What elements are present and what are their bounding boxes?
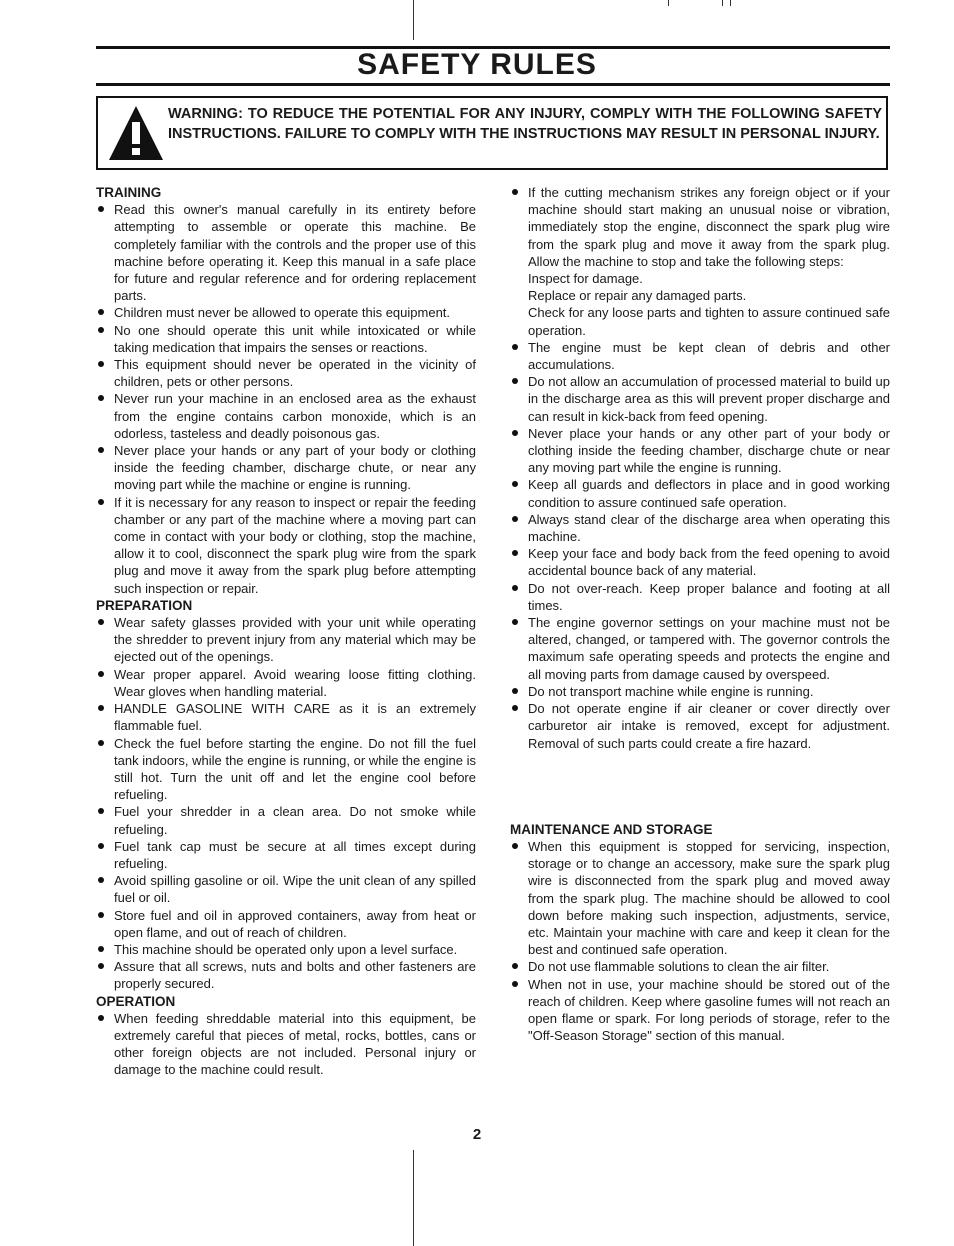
page-title: SAFETY RULES	[357, 48, 597, 81]
warning-text: WARNING: TO REDUCE THE POTENTIAL FOR ANY INJURY, COMPLY WITH THE FOLLOWING SAFETY INSTRUCTIONS. FAILURE TO COMPLY WITH THE INSTRUCTIONS MAY RESULT IN PERSONAL INJURY.	[168, 106, 882, 142]
list-item: This equipment should never be operated in the vicinity of children, pets or other persons.	[96, 356, 476, 390]
warning-triangle-icon	[108, 104, 164, 162]
list-item: Keep all guards and deflectors in place and in good working condition to assure continued safe operation.	[510, 476, 890, 510]
scan-mark	[413, 1150, 414, 1246]
list-item: Always stand clear of the discharge area when operating this machine.	[510, 511, 890, 545]
warning-box	[96, 96, 888, 170]
section-title-training: TRAINING	[96, 185, 162, 200]
list-item: Do not use flammable solutions to clean the air filter.	[510, 958, 890, 975]
list-item: Never place your hands or any part of your body or clothing inside the feeding chamber, discharge chute, or near any moving part while the machine or engine is running.	[96, 442, 476, 494]
maintenance-list	[510, 838, 890, 1044]
step-line: Inspect for damage.	[528, 271, 643, 287]
list-item: If it is necessary for any reason to inspect or repair the feeding chamber or any part of the machine where a moving part can come in contact with your body or clothing, stop the machine, allow it to cool, disconnect the spark plug wire from the spark plug and move it away from the spark plug before attempting such inspection or repair.	[96, 494, 476, 597]
list-item: Keep your face and body back from the feed opening to avoid accidental bounce back of any material.	[510, 545, 890, 579]
list-item: Assure that all screws, nuts and bolts and other fasteners are properly secured.	[96, 958, 476, 992]
list-item: Children must never be allowed to operate this equipment.	[96, 304, 476, 321]
list-item: Never place your hands or any other part of your body or clothing inside the feeding chamber, discharge chute or near any moving part while the engine is running.	[510, 425, 890, 477]
section-title-maintenance: MAINTENANCE AND STORAGE	[510, 821, 713, 837]
list-item: Fuel tank cap must be secure at all times except during refueling.	[96, 838, 476, 872]
operation-list	[96, 1010, 476, 1079]
list-item: When feeding shreddable material into this equipment, be extremely careful that pieces of metal, rocks, bottles, cans or other foreign objects are not included. Personal injury or damage to the machine could result.	[96, 1010, 476, 1079]
scan-mark	[722, 0, 723, 6]
scan-mark	[668, 0, 669, 6]
list-item: Do not allow an accumulation of processed material to build up in the discharge area as this will prevent proper discharge and can result in kick-back from feed opening.	[510, 373, 890, 425]
page-number: 2	[472, 1126, 482, 1143]
list-item: Do not transport machine while engine is running.	[510, 683, 890, 700]
list-item: Never run your machine in an enclosed area as the exhaust from the engine contains carbon monoxide, which is an odorless, tasteless and deadly poisonous gas.	[96, 390, 476, 442]
list-item: Check the fuel before starting the engine. Do not fill the fuel tank indoors, while the engine is running, or while the engine is still hot. Turn the unit off and let the engine cool before refueling.	[96, 735, 476, 804]
operation-continued-list	[510, 184, 890, 752]
step-line: Replace or repair any damaged parts.	[528, 288, 747, 304]
list-item: Do not over-reach. Keep proper balance and footing at all times.	[510, 580, 890, 614]
list-item: This machine should be operated only upon a level surface.	[96, 941, 476, 958]
list-item: No one should operate this unit while intoxicated or while taking medication that impairs the senses or reactions.	[96, 322, 476, 356]
training-list	[96, 201, 476, 597]
list-item: Do not operate engine if air cleaner or cover directly over carburetor air intake is removed, except for adjustment. Removal of such parts could create a fire hazard.	[510, 700, 890, 752]
list-item: When this equipment is stopped for servicing, inspection, storage or to change an accessory, make sure the spark plug wire is disconnected from the spark plug and moved away from the spark plug. The machine should be allowed to cool down before making such inspection, adjustments, service, etc. Maintain your machine with care and keep it clean for the best and continued safe operation.	[510, 838, 890, 958]
list-item: When not in use, your machine should be stored out of the reach of children. Keep where gasoline fumes will not reach an open flame or spark. For long periods of storage, refer to the "Off-Season Storage" section of this manual.	[510, 976, 890, 1045]
list-item: The engine governor settings on your machine must not be altered, changed, or tampered with. The governor controls the maximum safe operating speeds and protects the engine and all moving parts from damage caused by overspeed.	[510, 614, 890, 683]
left-column	[96, 184, 476, 1079]
list-item: Avoid spilling gasoline or oil. Wipe the unit clean of any spilled fuel or oil.	[96, 872, 476, 906]
list-item: Read this owner's manual carefully in its entirety before attempting to assemble or operate this machine. Be completely familiar with the controls and the proper use of this machine before operating it. Keep this manual in a safe place for future and regular reference and for ordering replacement parts.	[96, 201, 476, 304]
title-bottom-rule	[96, 83, 890, 86]
list-item: Wear safety glasses provided with your unit while operating the shredder to prevent injury from any material which may be ejected out of the openings.	[96, 614, 476, 666]
list-item: Fuel your shredder in a clean area. Do not smoke while refueling.	[96, 803, 476, 837]
preparation-list	[96, 614, 476, 992]
section-title-operation: OPERATION	[96, 993, 176, 1009]
scan-mark	[413, 0, 414, 40]
list-item: The engine must be kept clean of debris and other accumulations.	[510, 339, 890, 373]
list-item-text: If the cutting mechanism strikes any foreign object or if your machine should start making an unusual noise or vibration, immediately stop the engine, disconnect the spark plug wire from the spark plug and move it away from the spark plug. Allow the machine to stop and take the following steps:	[528, 185, 890, 269]
list-item: HANDLE GASOLINE WITH CARE as it is an extremely flammable fuel.	[96, 700, 476, 734]
step-line: Check for any loose parts and tighten to assure continued safe operation.	[528, 305, 890, 338]
list-item: Wear proper apparel. Avoid wearing loose fitting clothing. Wear gloves when handling material.	[96, 666, 476, 700]
list-item	[510, 184, 890, 339]
scan-mark	[730, 0, 731, 6]
list-item: Store fuel and oil in approved containers, away from heat or open flame, and out of reach of children.	[96, 907, 476, 941]
right-column	[510, 184, 890, 1044]
section-title-preparation: PREPARATION	[96, 597, 193, 613]
